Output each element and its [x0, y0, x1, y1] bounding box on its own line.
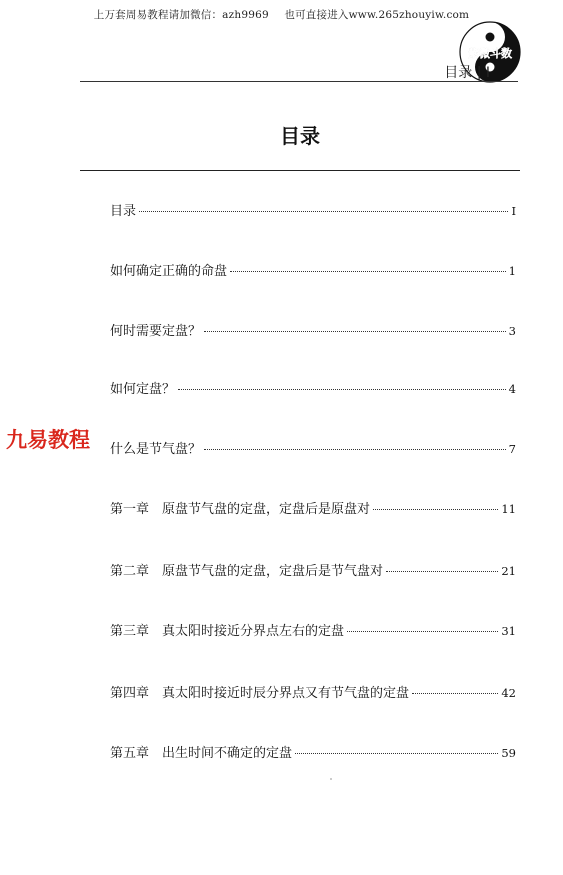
toc-entry-label: 如何确定正确的命盘 — [110, 264, 228, 279]
toc-entry[interactable] — [110, 378, 516, 400]
title-rule — [80, 170, 520, 171]
toc-entry-page: 4 — [508, 382, 516, 396]
page-title: 目录 — [280, 124, 320, 148]
toc-leader-dots — [178, 389, 506, 390]
toc-leader-dots — [204, 449, 506, 450]
scan-speck — [330, 778, 332, 780]
toc-leader-dots — [347, 631, 498, 632]
toc-entry-label: 第一章 原盘节气盘的定盘，定盘后是原盘对 — [110, 502, 371, 517]
watermark: 九易教程 — [6, 428, 90, 452]
header-rule — [80, 81, 518, 82]
toc-entry-page: 7 — [508, 442, 516, 456]
toc-entry-label: 第二章 原盘节气盘的定盘，定盘后是节气盘对 — [110, 564, 384, 579]
toc-entry[interactable] — [110, 742, 516, 764]
toc-entry-page: 42 — [501, 686, 516, 700]
running-header: 目录 | I — [444, 65, 490, 81]
toc-entry-label: 第四章 真太阳时接近时辰分界点又有节气盘的定盘 — [110, 686, 410, 701]
toc-entry-label: 何时需要定盘？ — [110, 324, 202, 339]
toc-entry-label: 如何定盘？ — [110, 382, 176, 397]
toc-entry[interactable] — [110, 682, 516, 704]
toc-entry-label: 目录 — [110, 204, 137, 219]
logo-text: 紫微斗数 — [468, 47, 512, 60]
toc-leader-dots — [230, 271, 506, 272]
toc-entry-page: I — [511, 204, 516, 218]
toc-entry[interactable] — [110, 200, 516, 222]
toc-entry[interactable] — [110, 438, 516, 460]
toc-entry-page: 59 — [501, 746, 516, 760]
toc-leader-dots — [386, 571, 498, 572]
toc-entry-page: 11 — [501, 502, 516, 516]
toc-leader-dots — [412, 693, 498, 694]
toc-entry-page: 21 — [501, 564, 516, 578]
toc-entry[interactable] — [110, 498, 516, 520]
toc-entry-label: 什么是节气盘？ — [110, 442, 202, 457]
banner-text: 上万套周易教程请加微信：azh9969 — [93, 9, 269, 21]
toc-entry[interactable] — [110, 320, 516, 342]
toc-entry-page: 3 — [508, 324, 516, 338]
banner-text-2: 也可直接进入www.265zhouyiw.com — [284, 9, 470, 21]
toc-entry-page: 1 — [508, 264, 516, 278]
toc-leader-dots — [204, 331, 506, 332]
toc-entry-label: 第五章 出生时间不确定的定盘 — [110, 746, 293, 761]
toc-leader-dots — [139, 211, 508, 212]
toc-entry-page: 31 — [501, 624, 516, 638]
toc-entry-label: 第三章 真太阳时接近分界点左右的定盘 — [110, 624, 345, 639]
toc-entry[interactable] — [110, 260, 516, 282]
toc-entry[interactable] — [110, 620, 516, 642]
toc-leader-dots — [295, 753, 498, 754]
toc-leader-dots — [373, 509, 498, 510]
toc-entry[interactable] — [110, 560, 516, 582]
